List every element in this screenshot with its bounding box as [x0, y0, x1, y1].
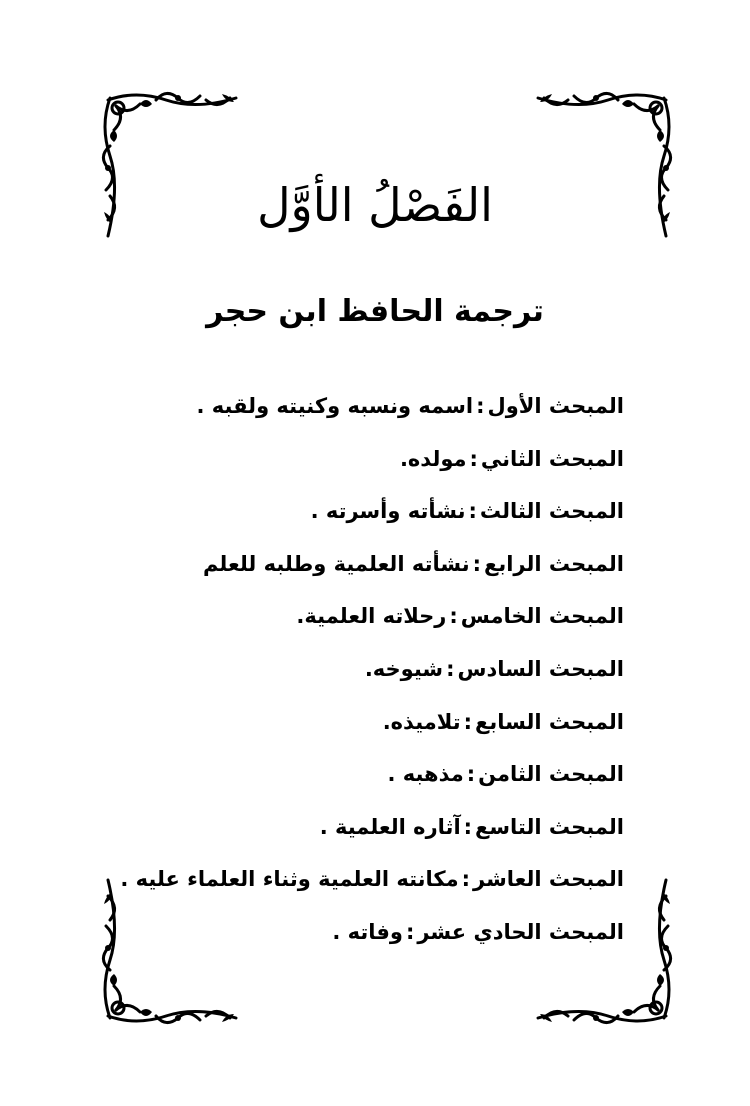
section-label: المبحث الثامن: [478, 762, 624, 787]
chapter-title: ترجمة الحافظ ابن حجر: [206, 294, 544, 329]
section-text: مكانته العلمية وثناء العلماء عليه .: [120, 867, 459, 892]
section-text: آثاره العلمية .: [319, 814, 461, 839]
section-separator: :: [449, 604, 458, 629]
chapter-heading: الفَصْلُ الأوَّل: [257, 178, 493, 232]
section-item: [144, 805, 624, 858]
section-text: مذهبه .: [387, 762, 464, 787]
section-item: [120, 857, 624, 910]
section-text: وفاته .: [332, 919, 403, 944]
section-item: [144, 700, 624, 753]
section-item: [144, 594, 624, 647]
section-text: نشأته وأسرته .: [310, 499, 466, 524]
section-item: [144, 384, 624, 437]
section-separator: :: [466, 762, 476, 787]
section-text: رحلاته العلمية.: [296, 604, 447, 629]
section-item: [144, 647, 624, 700]
section-text: تلاميذه.: [382, 709, 461, 734]
section-label: المبحث الحادي عشر: [417, 919, 624, 944]
section-separator: :: [461, 867, 471, 892]
section-item: [144, 752, 624, 805]
section-item: [144, 910, 624, 963]
section-text: نشأته العلمية وطلبه للعلم: [202, 551, 470, 576]
section-separator: :: [463, 814, 473, 839]
section-text: شيوخه.: [364, 656, 444, 681]
section-item: [144, 489, 624, 542]
section-label: المبحث السابع: [475, 709, 624, 734]
section-label: المبحث الخامس: [460, 604, 624, 629]
section-label: المبحث العاشر: [473, 867, 624, 892]
section-separator: :: [472, 551, 481, 576]
section-label: المبحث السادس: [457, 656, 624, 681]
section-item: [144, 437, 624, 490]
section-item: [144, 542, 624, 595]
section-separator: :: [468, 499, 477, 524]
section-separator: :: [446, 656, 455, 681]
section-text: مولده.: [399, 446, 467, 471]
section-separator: :: [476, 394, 485, 418]
section-label: المبحث الأول: [487, 394, 624, 418]
section-separator: :: [469, 446, 478, 471]
section-label: المبحث التاسع: [475, 814, 624, 839]
section-separator: :: [463, 709, 473, 734]
section-separator: :: [405, 919, 415, 944]
section-list: [120, 384, 624, 963]
section-text: اسمه ونسبه وكنيته ولقبه .: [196, 394, 474, 418]
section-label: المبحث الثاني: [480, 446, 624, 471]
section-label: المبحث الثالث: [479, 499, 624, 524]
section-label: المبحث الرابع: [484, 551, 624, 576]
